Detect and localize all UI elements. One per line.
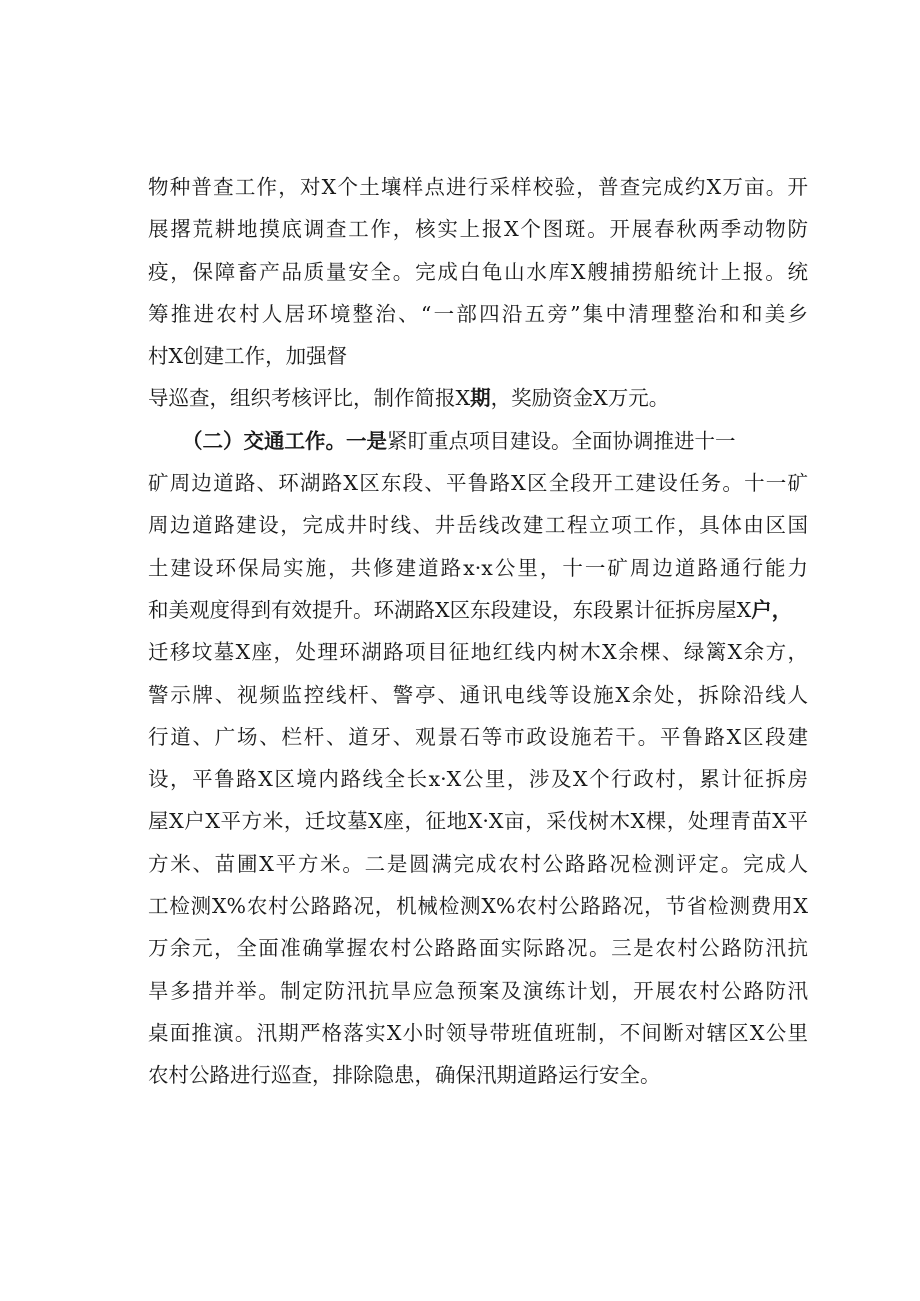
paragraph-line: 行道、广场、栏杆、道牙、观景石等市政设施若干。平鲁路X区段建 — [148, 724, 808, 749]
paragraph-line: 万余元，全面准确掌握农村公路路面实际路况。三是农村公路防汛抗 — [148, 936, 808, 961]
paragraph-line: 周边道路建设，完成井时线、井岳线改建工程立项工作，具体由区国 — [148, 513, 808, 538]
paragraph-line: 设，平鲁路X区境内路线全长x·X公里，涉及X个行政村，累计征拆房 — [148, 767, 808, 792]
paragraph-line: 物种普查工作，对X个土壤样点进行采样校验，普查完成约X万亩。开 — [148, 175, 808, 199]
paragraph-line: 展撂荒耕地摸底调查工作，核实上报X个图斑。开展春秋两季动物防 — [148, 217, 808, 242]
paragraph-line: 疫，保障畜产品质量安全。完成白龟山水库X艘捕捞船统计上报。统 — [148, 259, 808, 284]
line-text-bold: 户， — [751, 597, 793, 622]
paragraph-line: 农村公路进行巡查，排除隐患，确保汛期道路运行安全。 — [148, 1063, 661, 1088]
section-heading-line — [148, 420, 808, 462]
paragraph-line: 筹推进农村人居环境整治、“一部四沿五旁”集中清理整治和和美乡 — [148, 301, 808, 326]
paragraph-line: 方米、苗圃X平方米。二是圆满完成农村公路路况检测评定。完成人 — [148, 851, 808, 876]
point-label: 一是 — [346, 428, 387, 453]
paragraph-line: 土建设环保局实施，共修建道路x·x公里，十一矿周边道路通行能力 — [148, 555, 808, 580]
paragraph-line: 屋X户X平方米，迁坟墓X座，征地X·X亩，采伐树木X棵，处理青苗X平 — [148, 809, 808, 834]
paragraph-line: 桌面推演。汛期严格落实X小时领导带班值班制，不间断对辖区X公里 — [148, 1020, 808, 1045]
paragraph-line — [148, 377, 808, 419]
paragraph-line: 村X创建工作，加强督 — [148, 344, 348, 369]
paragraph-line: 旱多措并举。制定防汛抗旱应急预案及演练计划，开展农村公路防汛 — [148, 978, 808, 1003]
line-text: 紧盯重点项目建设。全面协调推进十一 — [387, 428, 736, 453]
paragraph-line: 迁移坟墓X座，处理环湖路项目征地红线内树木X余棵、绿篱X余方， — [148, 640, 808, 665]
section-heading: （二）交通工作。 — [182, 428, 346, 453]
paragraph-line: 警示牌、视频监控线杆、警亭、通讯电线等设施X余处，拆除沿线人 — [148, 682, 808, 707]
body-text — [148, 166, 808, 1097]
line-text: 导巡查，组织考核评比，制作简报X — [148, 386, 471, 411]
paragraph-line: 工检测X%农村公路路况，机械检测X%农村公路路况，节省检测费用X — [148, 894, 808, 919]
line-text: 和美观度得到有效提升。环湖路X区东段建设，东段累计征拆房屋X — [148, 597, 752, 622]
paragraph-line — [148, 589, 808, 631]
line-text-bold: 期 — [470, 386, 491, 411]
line-text: ，奖励资金X万元。 — [490, 386, 670, 411]
paragraph-line: 矿周边道路、环湖路X区东段、平鲁路X区全段开工建设任务。十一矿 — [148, 471, 808, 496]
